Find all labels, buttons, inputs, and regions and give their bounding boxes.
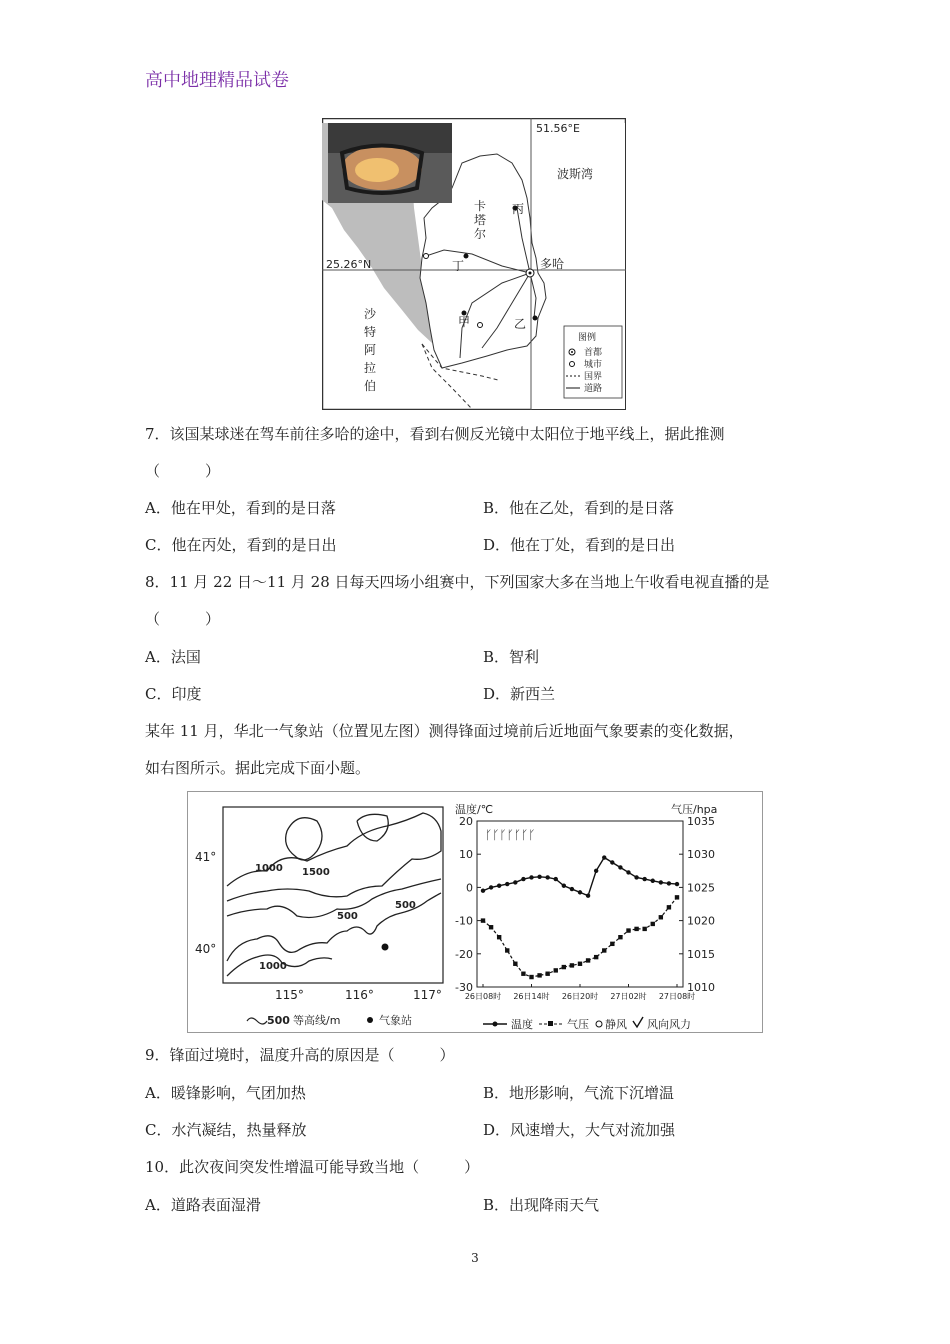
q8-stem: 8．11 月 22 日～11 月 28 日每天四场小组赛中，下列国家大多在当地上午收看电视直播的是 — [145, 573, 770, 591]
q10-option-a[interactable]: A．道路表面湿滑 — [145, 1196, 261, 1214]
svg-text:拉: 拉 — [364, 361, 377, 375]
q9-option-b[interactable]: B．地形影响，气流下沉增温 — [483, 1084, 675, 1102]
pressure-point-4 — [513, 962, 517, 966]
svg-text:40°: 40° — [195, 942, 217, 956]
pressure-point-19 — [634, 927, 638, 931]
temp-point-4 — [513, 880, 517, 884]
q10-option-b[interactable]: B．出现降雨天气 — [483, 1196, 600, 1214]
svg-text:500: 500 — [395, 900, 416, 911]
temp-point-10 — [562, 884, 566, 888]
page-number: 3 — [471, 1251, 479, 1265]
temp-point-11 — [570, 887, 574, 891]
svg-text:1000: 1000 — [259, 961, 287, 972]
left-tick-label-2: 0 — [466, 881, 473, 895]
page-header: 高中地理精品试卷 — [145, 70, 289, 91]
country-label-1: 卡 — [474, 199, 487, 213]
svg-text:41°: 41° — [195, 850, 217, 864]
pressure-point-16 — [610, 942, 614, 946]
temp-point-24 — [675, 882, 679, 886]
pressure-point-15 — [602, 948, 606, 952]
pressure-point-8 — [545, 972, 549, 976]
temp-point-8 — [545, 875, 549, 879]
q9-option-c[interactable]: C．水汽凝结，热量释放 — [145, 1121, 307, 1139]
weather-figure — [187, 791, 763, 1033]
temp-point-23 — [667, 881, 671, 885]
pressure-point-12 — [578, 962, 582, 966]
pressure-point-1 — [489, 925, 493, 929]
temp-point-14 — [594, 869, 598, 873]
svg-text:图例: 图例 — [578, 333, 597, 343]
svg-text:116°: 116° — [345, 988, 374, 1002]
svg-text:500: 500 — [337, 911, 358, 922]
svg-text:117°: 117° — [413, 988, 442, 1002]
q10-stem: 10．此次夜间突发性增温可能导致当地（ ） — [145, 1158, 480, 1176]
neighbor-label: 沙 — [364, 307, 377, 321]
station-marker — [382, 944, 389, 951]
pressure-point-14 — [594, 955, 598, 959]
temp-point-20 — [642, 877, 646, 881]
svg-text:气压: 气压 — [567, 1018, 589, 1031]
svg-text:ᚴᚴᚴᚴᚴᚴᚴ: ᚴᚴᚴᚴᚴᚴᚴ — [485, 828, 536, 842]
chart-legend — [483, 1017, 691, 1031]
left-tick-label-1: 10 — [459, 848, 473, 862]
pressure-point-7 — [537, 973, 541, 977]
svg-text:等高线/m: 等高线/m — [293, 1014, 341, 1027]
temp-point-0 — [481, 889, 485, 893]
temp-point-19 — [634, 875, 638, 879]
point-yi — [533, 316, 538, 321]
left-tick-label-0: 20 — [459, 815, 473, 828]
intro-line-2: 如右图所示。据此完成下面小题。 — [145, 759, 371, 777]
pressure-point-9 — [554, 968, 558, 972]
x-tick-label-3: 27日02时 — [610, 992, 647, 1001]
svg-text:500: 500 — [267, 1014, 290, 1027]
x-tick-label-2: 26日20时 — [561, 992, 599, 1001]
temp-point-3 — [505, 882, 509, 886]
temp-point-5 — [521, 877, 525, 881]
intro-line-1: 某年 11 月，华北一气象站（位置见左图）测得锋面过境前后近地面气象要素的变化数据， — [145, 722, 744, 740]
temp-point-18 — [626, 870, 630, 874]
x-tick-label-4: 27日08时 — [658, 992, 696, 1001]
pressure-point-6 — [529, 975, 533, 979]
q8-option-d[interactable]: D．新西兰 — [483, 685, 556, 703]
right-tick-label-5: 1010 — [687, 981, 715, 994]
svg-text:国界: 国界 — [584, 372, 603, 382]
svg-text:静风: 静风 — [605, 1018, 627, 1031]
label-yi: 乙 — [514, 317, 527, 331]
q7-option-d[interactable]: D．他在丁处，看到的是日出 — [483, 536, 676, 554]
label-jia: 甲 — [458, 315, 471, 329]
pressure-point-23 — [667, 905, 671, 909]
svg-text:1500: 1500 — [302, 867, 330, 878]
pressure-point-18 — [626, 928, 630, 932]
q8-paren: （ ） — [145, 610, 221, 628]
qatar-map — [322, 118, 626, 410]
pressure-point-13 — [586, 958, 590, 962]
pressure-point-20 — [642, 927, 646, 931]
temp-point-13 — [586, 894, 590, 898]
q9-option-a[interactable]: A．暖锋影响，气团加热 — [145, 1084, 306, 1102]
temp-point-15 — [602, 855, 606, 859]
point-ding — [464, 254, 469, 259]
x-tick-label-1: 26日14时 — [513, 992, 550, 1001]
pressure-point-24 — [675, 895, 679, 899]
temp-point-17 — [618, 865, 622, 869]
svg-text:1000: 1000 — [255, 863, 283, 874]
pressure-point-22 — [659, 915, 663, 919]
pressure-point-5 — [521, 972, 525, 976]
label-ding: 丁 — [452, 259, 465, 273]
temp-point-9 — [554, 877, 558, 881]
right-tick-label-2: 1025 — [687, 881, 715, 895]
left-tick-label-3: -10 — [455, 914, 473, 928]
svg-text:伯: 伯 — [364, 379, 377, 393]
svg-text:道路: 道路 — [584, 384, 603, 394]
q9-stem: 9．锋面过境时，温度升高的原因是（ ） — [145, 1046, 455, 1064]
svg-text:尔: 尔 — [474, 227, 487, 241]
temp-point-2 — [497, 884, 501, 888]
pressure-point-11 — [570, 963, 574, 967]
temp-point-1 — [489, 885, 493, 889]
svg-text:塔: 塔 — [474, 213, 487, 227]
left-tick-label-4: -20 — [455, 947, 473, 961]
temp-point-12 — [578, 890, 582, 894]
q7-option-b[interactable]: B．他在乙处，看到的是日落 — [483, 499, 675, 517]
label-bing: 丙 — [512, 202, 525, 216]
q9-option-d[interactable]: D．风速增大，大气对流加强 — [483, 1121, 676, 1139]
q8-option-a[interactable]: A．法国 — [145, 648, 201, 666]
pressure-point-3 — [505, 948, 509, 952]
svg-text:城市: 城市 — [584, 360, 603, 370]
temp-point-22 — [659, 880, 663, 884]
right-tick-label-1: 1030 — [687, 848, 715, 862]
chart-right-axis-label: 气压/hpa — [671, 803, 718, 816]
wind-barbs — [485, 828, 535, 842]
temp-point-16 — [610, 860, 614, 864]
pressure-point-21 — [651, 922, 655, 926]
temp-point-6 — [529, 875, 533, 879]
longitude-label: 51.56°E — [536, 122, 580, 135]
chart-left-axis-label: 温度/℃ — [455, 803, 494, 816]
svg-text:115°: 115° — [275, 988, 304, 1002]
gulf-label: 波斯湾 — [557, 167, 594, 181]
map-legend — [564, 326, 622, 398]
q7-option-c[interactable]: C．他在丙处，看到的是日出 — [145, 536, 337, 554]
q8-option-b[interactable]: B．智利 — [483, 648, 540, 666]
latitude-label: 25.26°N — [326, 258, 372, 271]
svg-text:气象站: 气象站 — [379, 1014, 412, 1027]
q7-option-a[interactable]: A．他在甲处，看到的是日落 — [145, 499, 336, 517]
x-tick-label-0: 26日08时 — [464, 992, 502, 1001]
label-doha: 多哈 — [540, 257, 565, 271]
temp-point-21 — [651, 879, 655, 883]
svg-text:阿: 阿 — [364, 343, 377, 357]
q8-option-c[interactable]: C．印度 — [145, 685, 202, 703]
q7-stem: 7．该国某球迷在驾车前往多哈的途中，看到右侧反光镜中太阳位于地平线上，据此推测 — [145, 425, 725, 443]
q7-paren: （ ） — [145, 462, 221, 480]
svg-text:风向风力: 风向风力 — [647, 1018, 691, 1031]
svg-text:特: 特 — [364, 325, 377, 339]
pressure-point-2 — [497, 935, 501, 939]
temp-point-7 — [537, 875, 541, 879]
svg-text:温度: 温度 — [511, 1018, 533, 1031]
right-tick-label-0: 1035 — [687, 815, 715, 828]
right-tick-label-3: 1020 — [687, 914, 715, 928]
pressure-point-17 — [618, 935, 622, 939]
pressure-point-10 — [562, 965, 566, 969]
right-tick-label-4: 1015 — [687, 947, 715, 961]
left-tick-label-5: -30 — [455, 981, 473, 994]
svg-text:首都: 首都 — [584, 348, 603, 358]
pressure-point-0 — [481, 918, 485, 922]
